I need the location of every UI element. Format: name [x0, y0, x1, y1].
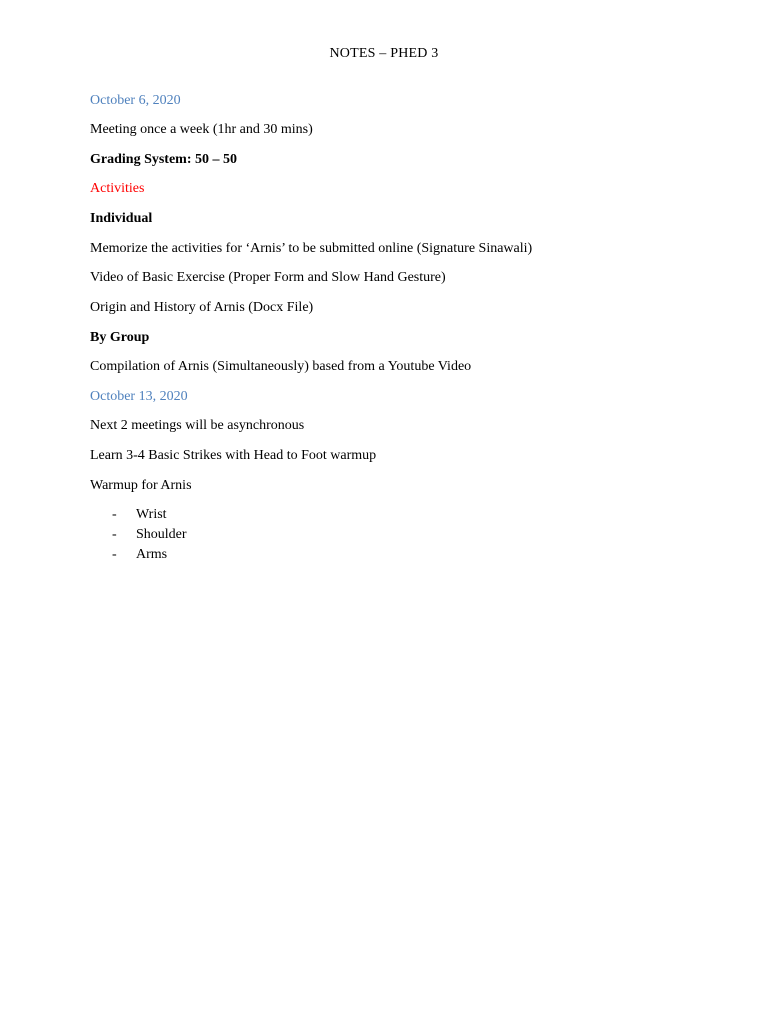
- grading-system: Grading System: 50 – 50: [90, 152, 237, 167]
- document-title: NOTES – PHED 3: [329, 46, 439, 61]
- list-item-text: Wrist: [136, 507, 167, 522]
- meeting-note: Meeting once a week (1hr and 30 mins): [90, 122, 313, 137]
- individual-item-origin: Origin and History of Arnis (Docx File): [90, 300, 314, 315]
- list-item-text: Shoulder: [136, 527, 187, 542]
- next-meetings-note: Next 2 meetings will be asynchronous: [90, 418, 305, 433]
- warmup-heading: Warmup for Arnis: [90, 478, 192, 493]
- date-heading-1: October 6, 2020: [90, 93, 181, 108]
- list-item: [112, 527, 187, 543]
- list-item: [112, 507, 167, 523]
- list-item-text: Arms: [136, 547, 168, 562]
- individual-item-video: Video of Basic Exercise (Proper Form and Slow Hand Gesture): [90, 270, 446, 285]
- bullet-dash: -: [112, 547, 117, 562]
- group-item-compilation: Compilation of Arnis (Simultaneously) based from a Youtube Video: [90, 359, 472, 374]
- individual-heading: Individual: [90, 211, 153, 226]
- individual-item-memorize: Memorize the activities for ‘Arnis’ to be submitted online (Signature Sinawali): [90, 241, 533, 256]
- bullet-dash: -: [112, 507, 117, 522]
- activities-heading: Activities: [90, 181, 145, 196]
- date-heading-2: October 13, 2020: [90, 389, 188, 404]
- bullet-dash: -: [112, 527, 117, 542]
- list-item: [112, 547, 167, 563]
- by-group-heading: By Group: [90, 330, 150, 345]
- learn-strikes-note: Learn 3-4 Basic Strikes with Head to Foot warmup: [90, 448, 377, 463]
